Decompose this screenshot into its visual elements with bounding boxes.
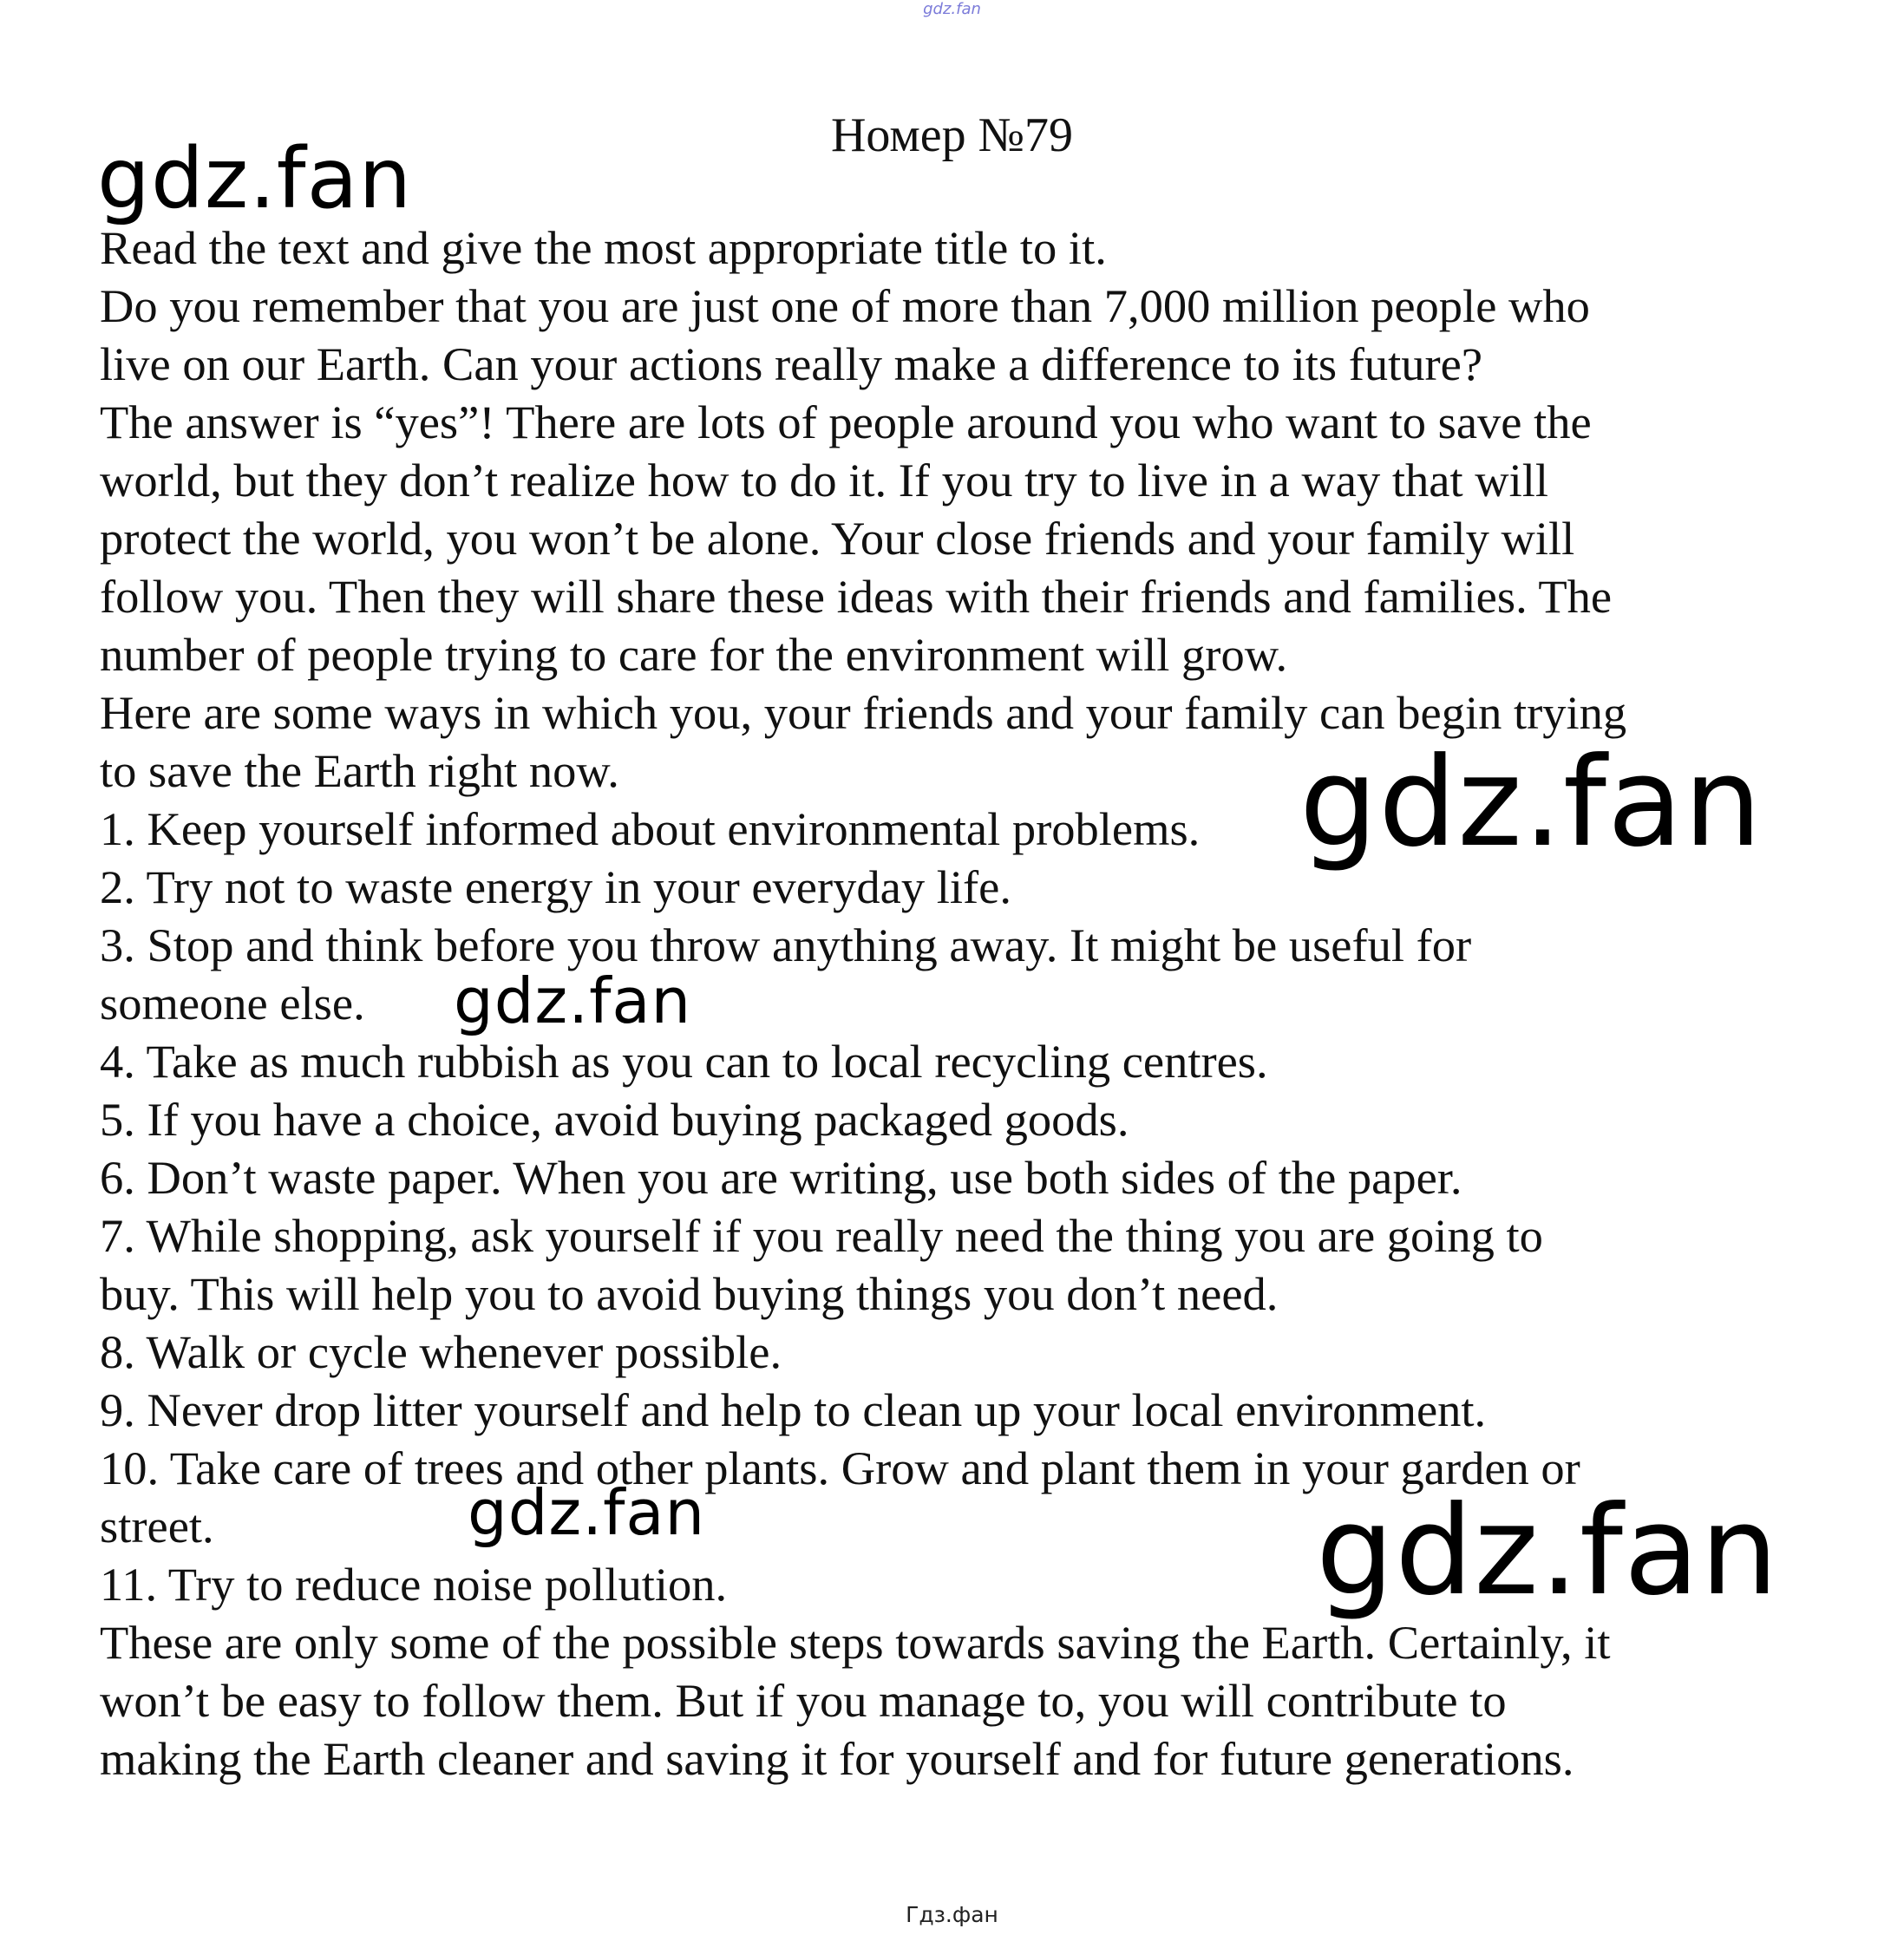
page-title: Номер №79 bbox=[830, 108, 1074, 162]
text-line: to save the Earth right now. bbox=[100, 744, 619, 797]
list-item: buy. This will help you to avoid buying things you don’t need. bbox=[100, 1267, 1279, 1320]
watermark: gdz.fan bbox=[468, 1476, 706, 1549]
list-item: 9. Never drop litter yourself and help to clean up your local environment. bbox=[100, 1383, 1487, 1436]
list-item: 2. Try not to waste energy in your everyday life. bbox=[100, 860, 1011, 913]
list-item: 6. Don’t waste paper. When you are writing, use both sides of the paper. bbox=[100, 1151, 1462, 1204]
text-line: Here are some ways in which you, your friends and your family can begin trying bbox=[100, 686, 1627, 739]
watermark: gdz.fan bbox=[97, 130, 413, 227]
text-line: follow you. Then they will share these ideas with their friends and families. The bbox=[100, 570, 1613, 623]
text-line: won’t be easy to follow them. But if you manage to, you will contribute to bbox=[100, 1674, 1507, 1727]
list-item: 1. Keep yourself informed about environmental problems. bbox=[100, 802, 1201, 855]
list-item: 4. Take as much rubbish as you can to local recycling centres. bbox=[100, 1035, 1268, 1088]
text-line: number of people trying to care for the environment will grow. bbox=[100, 628, 1288, 681]
text-line: These are only some of the possible steps towards saving the Earth. Certainly, it bbox=[100, 1616, 1611, 1669]
watermark: gdz.fan bbox=[454, 964, 692, 1037]
text-line: world, but they don’t realize how to do it. If you try to live in a way that will bbox=[100, 454, 1548, 507]
text-line: The answer is “yes”! There are lots of people around you who want to save the bbox=[100, 395, 1592, 448]
list-item: 7. While shopping, ask yourself if you really need the thing you are going to bbox=[100, 1209, 1543, 1262]
watermark: gdz.fan bbox=[1299, 731, 1763, 874]
watermark: gdz.fan bbox=[1316, 1480, 1779, 1623]
list-item: someone else. bbox=[100, 977, 365, 1030]
text-line: Read the text and give the most appropriate title to it. bbox=[100, 221, 1107, 274]
text-line: making the Earth cleaner and saving it for yourself and for future generations. bbox=[100, 1732, 1574, 1785]
text-line: Do you remember that you are just one of more than 7,000 million people who bbox=[100, 279, 1590, 332]
footer-mark: Гдз.фан bbox=[906, 1902, 998, 1927]
list-item: 11. Try to reduce noise pollution. bbox=[100, 1558, 728, 1611]
list-item: 3. Stop and think before you throw anything away. It might be useful for bbox=[100, 918, 1472, 971]
list-item: street. bbox=[100, 1500, 214, 1553]
text-line: live on our Earth. Can your actions really make a difference to its future? bbox=[100, 337, 1483, 390]
list-item: 8. Walk or cycle whenever possible. bbox=[100, 1325, 782, 1378]
text-line: protect the world, you won’t be alone. Your close friends and your family will bbox=[100, 512, 1575, 565]
list-item: 10. Take care of trees and other plants. Grow and plant them in your garden or bbox=[100, 1441, 1580, 1494]
site-mark: gdz.fan bbox=[923, 0, 981, 18]
list-item: 5. If you have a choice, avoid buying packaged goods. bbox=[100, 1093, 1129, 1146]
